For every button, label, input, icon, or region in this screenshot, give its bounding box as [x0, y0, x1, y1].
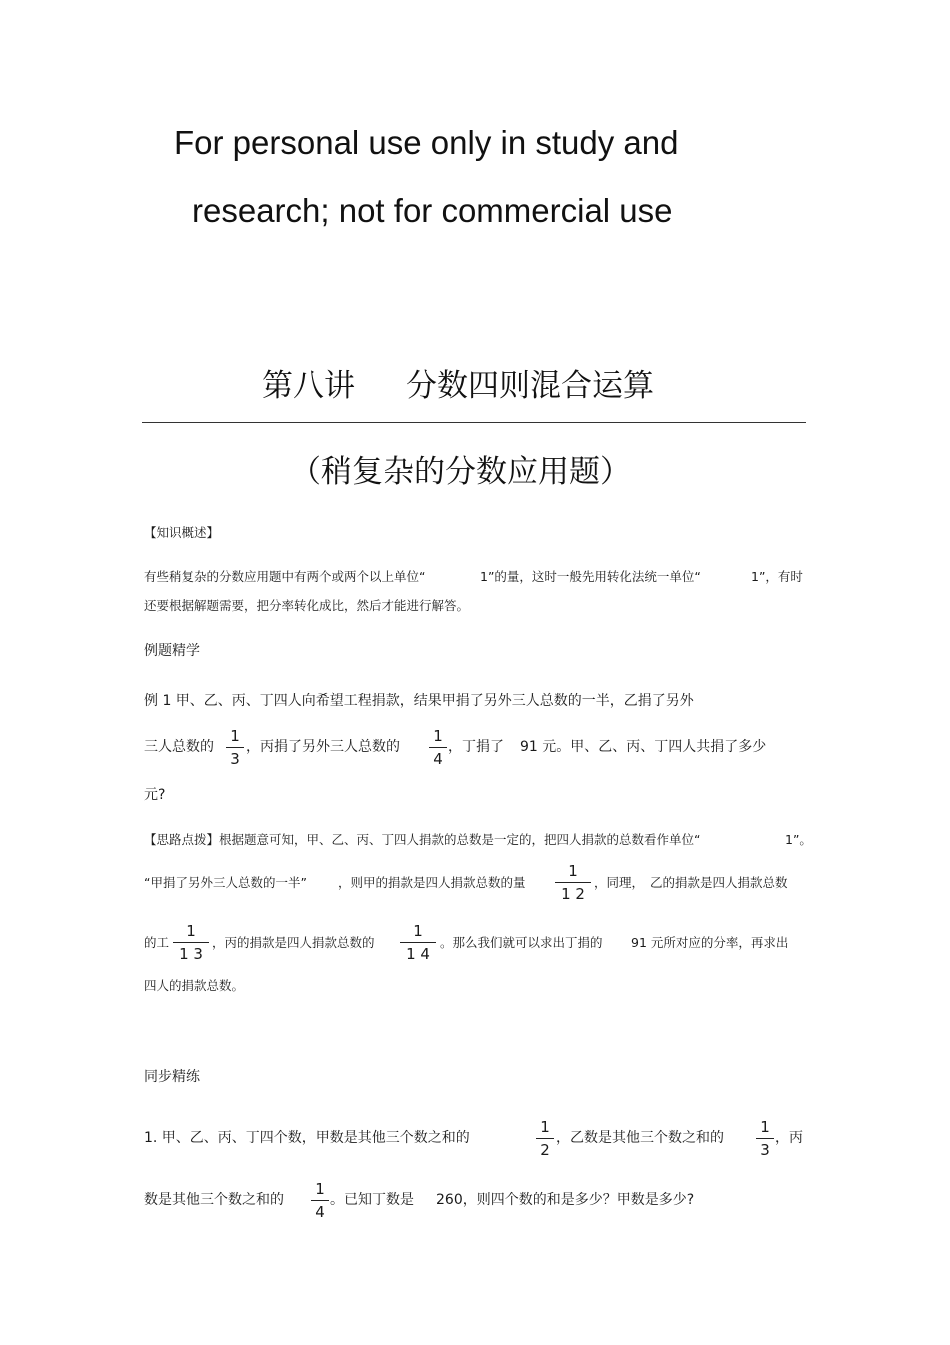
fraction-1-over-14: 1 1 4	[400, 922, 436, 963]
practice1-line-1a: 1. 甲、乙、丙、丁四个数，甲数是其他三个数之和的	[144, 1130, 470, 1146]
example1-line-3: 元?	[144, 787, 166, 803]
fraction-one-third: 1 3	[226, 727, 244, 768]
lecture-number: 第八讲	[262, 368, 355, 404]
overview-line-1a: 有些稍复杂的分数应用题中有两个或两个以上单位“	[144, 569, 426, 584]
watermark-line-1: For personal use only in study and	[174, 124, 679, 161]
practice1-line-1c: ，丙	[775, 1130, 803, 1146]
fraction-one-fourth-b: 1 4	[311, 1180, 329, 1221]
hint-line-1b: 1”。	[785, 832, 812, 847]
watermark-line-2: research; not for commercial use	[192, 192, 673, 229]
hint-line-1a: 【思路点拨】根据题意可知，甲、乙、丙、丁四人捐款的总数是一定的，把四人捐款的总数看作单位“	[144, 832, 701, 847]
hint-line-3b: ，丙的捐款是四人捐款总数的	[212, 935, 375, 950]
hint-line-4: 四人的捐款总数。	[144, 978, 245, 993]
hint-line-2d: 乙的捐款是四人捐款总数	[650, 875, 788, 890]
fraction-1-over-13: 1 1 3	[173, 922, 209, 963]
overview-line-1c: 1”，有时	[751, 569, 803, 584]
title-divider	[142, 422, 806, 423]
overview-line-2: 还要根据解题需要，把分率转化成比，然后才能进行解答。	[144, 598, 470, 613]
overview-line-1b: 1”的量，这时一般先用转化法统一单位“	[480, 569, 701, 584]
overview-heading: 【知识概述】	[144, 525, 220, 540]
hint-line-2b: ，则甲的捐款是四人捐款总数的量	[338, 875, 526, 890]
hint-line-3c: 。那么我们就可以求出丁捐的	[440, 935, 603, 950]
lecture-topic: 分数四则混合运算	[406, 368, 654, 404]
practice1-line-2b: 。已知丁数是	[330, 1192, 414, 1208]
example1-line-2a: 三人总数的	[144, 739, 214, 755]
practice1-line-2a: 数是其他三个数之和的	[144, 1192, 284, 1208]
fraction-one-fourth: 1 4	[429, 727, 447, 768]
hint-line-3d: 91 元所对应的分率，再求出	[631, 935, 789, 950]
examples-heading: 例题精学	[144, 643, 200, 659]
example1-line-1: 例 1 甲、乙、丙、丁四人向希望工程捐款，结果甲捐了另外三人总数的一半，乙捐了另外	[144, 693, 694, 709]
fraction-1-over-12: 1 1 2	[555, 862, 591, 903]
hint-line-2a: “甲捐了另外三人总数的一半”	[144, 875, 307, 890]
hint-line-3a: 的工	[144, 935, 170, 950]
lecture-subtitle: （稍复杂的分数应用题）	[290, 454, 631, 490]
example1-line-2d: 91 元。甲、乙、丙、丁四人共捐了多少	[520, 739, 767, 755]
hint-line-2c: ，同理，	[594, 875, 645, 890]
example1-line-2c: ，丁捐了	[448, 739, 504, 755]
practice1-line-1b: ，乙数是其他三个数之和的	[556, 1130, 724, 1146]
example1-line-2b: ，丙捐了另外三人总数的	[246, 739, 400, 755]
practice-heading: 同步精练	[144, 1069, 200, 1085]
practice1-line-2c: 260，则四个数的和是多少？甲数是多少?	[436, 1192, 695, 1208]
fraction-one-half: 1 2	[536, 1118, 554, 1159]
fraction-one-third-b: 1 3	[756, 1118, 774, 1159]
